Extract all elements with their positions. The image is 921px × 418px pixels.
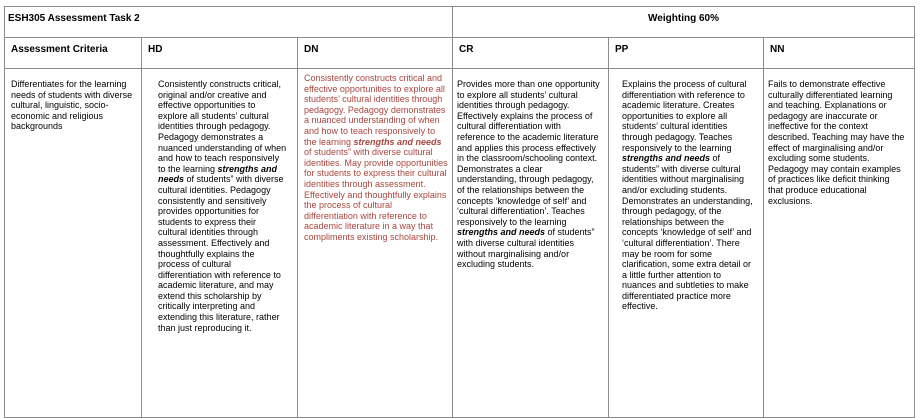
weighting-label: Weighting 60% bbox=[453, 7, 915, 38]
task-title: ESH305 Assessment Task 2 bbox=[5, 7, 453, 38]
pp-emphasis: strengths and needs bbox=[622, 153, 711, 164]
cr-emphasis: strengths and needs bbox=[457, 227, 546, 238]
hd-emphasis: strengths and needs bbox=[158, 163, 278, 185]
hd-text-end: of students” with diverse cultural identities. Pedagogy consistently and sensitively provides opportunities for students to express their cultural identities through assessment. Effectively and thoughtfully explains the process of cultural differentiation with reference to academic literature, and may extend this scholarship by critically interpreting and extending this literature, rather than just reproducing it. bbox=[158, 174, 284, 333]
dn-cell bbox=[298, 69, 453, 418]
pp-descriptor bbox=[622, 71, 763, 312]
hd-text-start: Consistently constructs critical, original and/or creative and effective opportunities to explore all students’ cultural identities through pedagogy. Pedagogy demonstrates a nuanced understanding of when and how to teach responsively to the learning bbox=[158, 79, 287, 174]
pp-text-end: of students” with diverse cultural identities without marginalising and/or excluding students. Demonstrates an understanding, through pedagogy, of the relationships between the concepts ‘knowledge of self’ and ‘cultural differentiation’. There may be room for some clarification, some extra detail or a little further attention to nuances and subtleties to make differentiated practice more effective. bbox=[622, 153, 753, 312]
hd-cell bbox=[142, 69, 298, 418]
title-row bbox=[5, 7, 915, 38]
column-header-hd: HD bbox=[142, 38, 298, 69]
nn-descriptor: Fails to demonstrate effective culturally differentiated learning and teaching. Explanations or pedagogy are inaccurate or ineffective for the context described. Teaching may have the effect of marginalising and/or excluding some students. Pedagogy may contain examples of practices like deficit thinking that produce educational exclusions. bbox=[768, 79, 905, 206]
column-header-cr: CR bbox=[453, 38, 609, 69]
pp-text-start: Explains the process of cultural differentiation with reference to academic literature. Creates opportunities to explore all students’ cultural identities through pedagogy. Teaches responsively to the learning bbox=[622, 79, 747, 153]
rubric-table bbox=[4, 6, 915, 418]
header-row bbox=[5, 38, 915, 69]
dn-descriptor bbox=[304, 71, 452, 243]
column-header-nn: NN bbox=[764, 38, 915, 69]
criteria-text: Differentiates for the learning needs of students with diverse cultural, linguistic, socio-economic and religious backgrounds bbox=[11, 79, 133, 132]
column-header-dn: DN bbox=[298, 38, 453, 69]
pp-cell bbox=[609, 69, 764, 418]
hd-descriptor bbox=[158, 71, 297, 333]
dn-emphasis: strengths and needs bbox=[353, 136, 442, 147]
dn-text-end: of students” with diverse cultural identities. May provide opportunities for students to express their cultural identities through assessment. Effectively and thoughtfully explains the process of cultural differentiation with reference to academic literature in a way that compliments existing scholarship. bbox=[304, 147, 448, 242]
dn-text-start: Consistently constructs critical and effective opportunities to explore all students’ cultural identities through pedagogy. Pedagogy demonstrates a nuanced understanding of when and how to teach responsively to the learning bbox=[304, 73, 446, 147]
cr-text-end: of students” with diverse cultural identities without marginalising and/or excluding students. bbox=[457, 227, 595, 270]
criteria-row bbox=[5, 69, 915, 418]
nn-cell bbox=[764, 69, 915, 418]
cr-descriptor bbox=[457, 71, 608, 270]
cr-text-start: Provides more than one opportunity to explore all students’ cultural identities through pedagogy. Effectively explains the process of cultural differentiation with reference to the academic literature and applies this process effectively in the classroom/schooling context. Demonstrates a clear understanding, through pedagogy, of the relationships between the concepts ‘knowledge of self’ and ‘cultural differentiation’. Teaches responsively to the learning bbox=[457, 79, 600, 227]
column-header-criteria: Assessment Criteria bbox=[5, 38, 142, 69]
cr-cell bbox=[453, 69, 609, 418]
column-header-pp: PP bbox=[609, 38, 764, 69]
criteria-cell bbox=[5, 69, 142, 418]
